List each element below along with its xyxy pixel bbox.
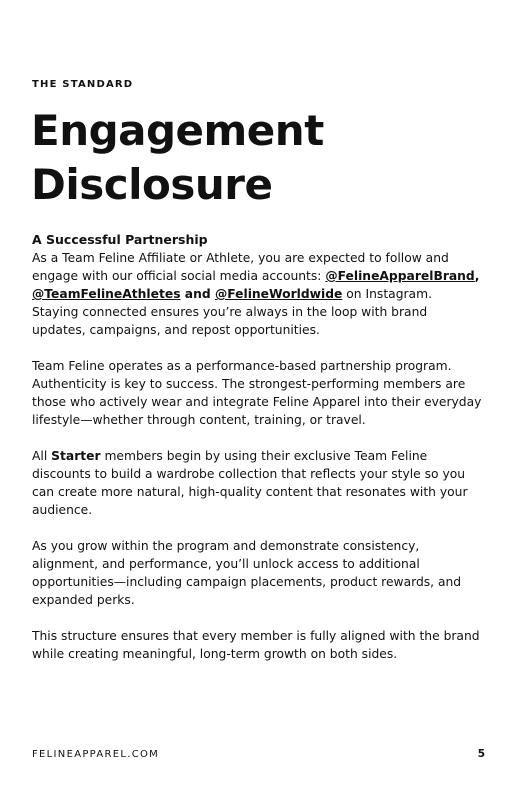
paragraph-social-outro: on Instagram. Staying connected ensures you’re always in the loop with brand updates, campaigns, and repost opportunities. <box>32 287 432 337</box>
footer-website: FELINEAPPAREL.COM <box>32 749 160 760</box>
handle-and: and <box>180 287 215 301</box>
paragraph-growth: As you grow within the program and demonstrate consistency, alignment, and performance, you’ll unlock access to additional opportunities—including campaign placements, product rewards, and expanded perks. <box>32 539 462 607</box>
page-number: 5 <box>477 748 485 760</box>
handle-felineapparelbrand-link[interactable]: @FelineApparelBrand <box>325 269 475 283</box>
paragraph-starter-lead: All <box>32 449 52 463</box>
subheading: A Successful Partnership <box>32 232 208 247</box>
handle-felineworldwide-link[interactable]: @FelineWorldwide <box>214 287 343 301</box>
paragraph-social-intro: As a Team Feline Affiliate or Athlete, you are expected to follow and engage with our official social media accounts: <box>32 251 449 283</box>
paragraph-structure: This structure ensures that every member is fully aligned with the brand while creating meaningful, long-term growth on both sides. <box>32 629 480 661</box>
title-line-1: Engagement <box>31 106 324 155</box>
handle-separator: , <box>474 269 480 283</box>
title-line-2: Disclosure <box>31 160 273 209</box>
paragraph-starter-rest: members begin by using their exclusive Team Feline discounts to build a wardrobe collection that reflects your style so you can create more natural, high-quality content that resonates with your audience. <box>32 449 468 517</box>
section-eyebrow: THE STANDARD <box>32 79 134 90</box>
paragraph-performance: Team Feline operates as a performance-based partnership program. Authenticity is key to success. The strongest-performing members are those who actively wear and integrate Feline Apparel into their everyday lifestyle—whether through content, training, or travel. <box>32 359 482 427</box>
paragraph-social <box>32 249 482 339</box>
starter-label: Starter <box>51 449 101 463</box>
page-title <box>31 104 324 212</box>
body-content <box>32 231 482 681</box>
handle-teamfelineathletes-link[interactable]: @TeamFelineAthletes <box>32 287 181 301</box>
paragraph-starter <box>32 447 482 519</box>
